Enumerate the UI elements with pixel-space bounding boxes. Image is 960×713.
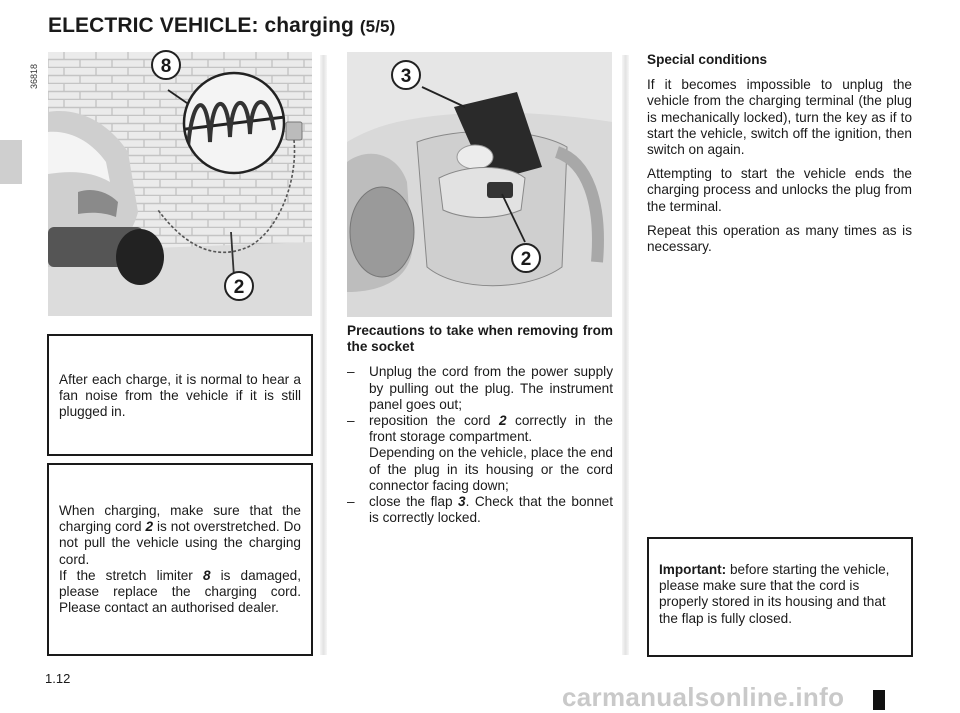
precautions-section — [347, 323, 613, 526]
charging-cord-illustration — [48, 52, 312, 316]
precautions-heading: Precautions to take when removing from the socket — [347, 323, 613, 355]
callout-3: 3 — [391, 60, 421, 90]
note-box-fan-noise — [47, 334, 313, 456]
page-number: 1.12 — [45, 671, 71, 686]
flap-reference: 3 — [458, 494, 466, 510]
important-label: Important: — [659, 562, 727, 577]
precaution-item-reposition: – reposition the cord 2 correctly in the front storage compartment. Depending on the vehicle, place the end of the plug in its housing or the cord connector facing down; — [347, 413, 613, 493]
figure-charging-cord — [48, 52, 312, 316]
important-box — [647, 537, 913, 657]
column-separator-right — [622, 55, 629, 655]
page-title-text: ELECTRIC VEHICLE: charging — [48, 14, 354, 37]
precaution-item-unplug: – Unplug the cord from the power supply by pulling out the plug. The instrument panel goes out; — [347, 364, 613, 412]
section-tab-marker — [0, 140, 22, 184]
callout-8: 8 — [151, 50, 181, 80]
important-text: Important: before starting the vehicle, please make sure that the cord is properly stored in its housing and that the flap is fully closed. — [659, 562, 890, 626]
note-cord-warning-para1: When charging, make sure that the charging cord 2 is not overstretched. Do not pull the vehicle using the charging cord. — [59, 503, 301, 567]
callout-2-middle: 2 — [511, 243, 541, 273]
precautions-list — [347, 364, 613, 526]
storage-compartment-illustration — [347, 52, 612, 317]
callout-2-left: 2 — [224, 271, 254, 301]
page-title-suffix: (5/5) — [359, 17, 396, 36]
watermark: carmanualsonline.info — [562, 682, 845, 712]
cord-reference: 2 — [145, 519, 154, 535]
cord-reference: 2 — [498, 413, 507, 429]
precaution-item-close-flap: – close the flap 3. Check that the bonnet is correctly locked. — [347, 494, 613, 526]
special-conditions-heading: Special conditions — [647, 52, 768, 67]
stretch-limiter-reference: 8 — [202, 567, 211, 583]
special-conditions-para3: Repeat this operation as many times as is necessary. — [647, 222, 912, 255]
special-conditions-section — [647, 52, 912, 263]
column-separator-left — [320, 55, 327, 655]
special-conditions-para1: If it becomes impossible to unplug the vehicle from the charging terminal (the plug is mechanically locked), turn the key as if to start the vehicle, switch off the ignition, then switch on again. — [647, 77, 912, 158]
special-conditions-para2: Attempting to start the vehicle ends the charging process and unlocks the plug from the terminal. — [647, 166, 912, 214]
figure-code-left: 36818 — [29, 63, 39, 89]
note-cord-warning-para2: If the stretch limiter 8 is damaged, please replace the charging cord. Please contact an authorised dealer. — [59, 567, 301, 616]
figure-storage-compartment — [347, 52, 612, 317]
note-box-cord-warning — [47, 463, 313, 656]
note-fan-noise-text: After each charge, it is normal to hear a fan noise from the vehicle if it is still plugged in. — [59, 372, 301, 420]
page-title — [48, 14, 395, 38]
page-corner-mark — [873, 690, 885, 710]
